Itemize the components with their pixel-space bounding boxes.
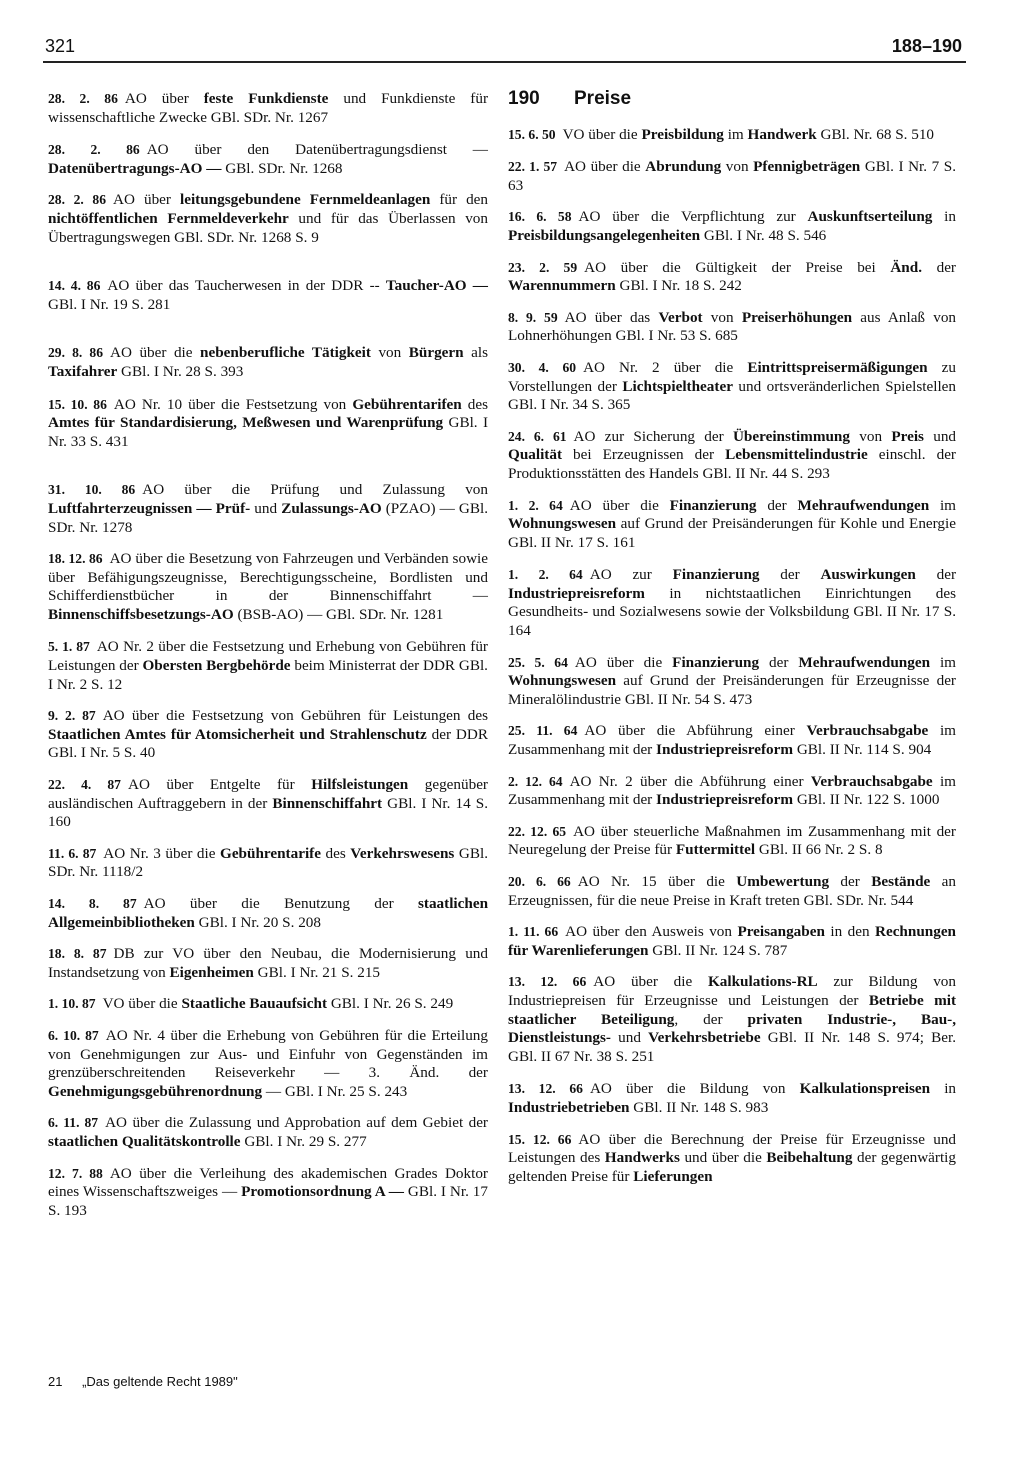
entry-keyword: Staatliche Bauaufsicht	[181, 995, 328, 1013]
entry-text: GBl. II 66 Nr. 2 S. 8	[755, 841, 883, 859]
entry-text: AO über die	[593, 973, 708, 991]
entry-keyword: Gebührentarife	[220, 844, 321, 862]
entry-keyword: Pfennigbeträgen	[753, 158, 861, 176]
entry-text: AO über die Berechnung der Preise für Erzeugnisse und Leistungen des	[508, 1130, 957, 1167]
entry-date: 31. 10. 86	[48, 482, 136, 498]
entry-date: 8. 9. 59	[508, 309, 558, 325]
entry-keyword: Hilfsleistungen	[311, 776, 409, 794]
entry-text: einschl. der Produktionsstätten des Handels GBl. II Nr. 44 S. 293	[508, 446, 956, 482]
entry-keyword: Kalkulationspreisen	[799, 1080, 931, 1098]
entry	[48, 895, 488, 932]
entry-keyword: Betriebe mit staatlicher Beteiligung	[508, 991, 957, 1028]
entry-text: und über die	[679, 1149, 767, 1167]
entry	[508, 654, 956, 710]
entry	[508, 428, 956, 484]
entry-date: 22. 1. 57	[508, 159, 558, 175]
entry-date: 5. 1. 87	[48, 639, 90, 655]
header-rule	[43, 61, 966, 63]
entry-date: 1. 2. 64	[508, 497, 563, 513]
entry-keyword: Obersten Bergbehörde	[142, 657, 291, 675]
entry-text: und für das Überlassen von Übertragungswegen GBl. SDr. Nr. 1268 S. 9	[48, 209, 488, 246]
entry-date: 11. 6. 87	[48, 845, 97, 861]
entry-date: 6. 11. 87	[48, 1115, 99, 1131]
entry	[508, 158, 956, 195]
entry-keyword: Staatlichen Amtes für Atomsicherheit und Strahlenschutz	[48, 725, 427, 743]
entry-keyword: Lichtspieltheater	[622, 377, 733, 395]
entry-text: in nichtstaatlichen Einrichtungen des Gesundheits- und Sozialwesens sowie der Volksbildung GBl. II Nr. 17 S. 164	[508, 584, 956, 640]
entry	[48, 638, 488, 694]
entry-text: GBl. I Nr. 48 S. 546	[700, 226, 827, 244]
entry-text: in den	[824, 923, 875, 941]
entry-keyword: Finanzierung	[672, 566, 760, 584]
entry-text: AO Nr. 2 über die Abführung einer	[569, 772, 811, 790]
entry-date: 29. 8. 86	[48, 345, 104, 361]
entry-text: der	[759, 653, 799, 671]
entry-text: VO über die	[102, 995, 182, 1013]
entry-date: 15. 6. 50	[508, 126, 556, 142]
entry-date: 20. 6. 66	[508, 874, 571, 889]
entry-text: GBl. I Nr. 33 S. 431	[48, 414, 489, 450]
entry-keyword: Verbrauchsabgabe	[810, 772, 933, 790]
entry-text: GBl. I Nr. 20 S. 208	[194, 913, 321, 931]
section-heading	[508, 90, 956, 109]
entry-keyword: Binnenschiffahrt	[272, 794, 383, 812]
entry-keyword: Rechnungen für Warenlieferungen	[508, 923, 957, 959]
entry-date: 28. 2. 86	[48, 91, 118, 106]
entry-date: 13. 12. 66	[508, 1081, 583, 1097]
entry-text: AO Nr. 2 über die	[583, 358, 748, 376]
entry-text: als	[463, 344, 488, 362]
entry-text: und	[923, 427, 957, 445]
entry-text: GBl. II Nr. 148 S. 983	[629, 1098, 769, 1116]
entry-date: 12. 7. 88	[48, 1165, 103, 1181]
entry-text: AO Nr. 15 über die	[577, 873, 737, 890]
entry-keyword: Preiserhöhungen	[741, 308, 853, 326]
entry-date: 16. 6. 58	[508, 209, 572, 225]
entry-text: (BSB-AO) — GBl. SDr. Nr. 1281	[233, 605, 444, 623]
entry-text: zur Bildung von Industriepreisen für Erzeugnisse und Leistungen der	[508, 973, 956, 1009]
entry-date: 2. 12. 64	[508, 773, 563, 789]
entry-date: 1. 2. 64	[508, 567, 583, 583]
entry-date: 23. 2. 59	[508, 259, 578, 275]
entry-keyword: Umbewertung	[736, 873, 830, 890]
entry	[48, 191, 488, 247]
entry-text: GBl. I Nr. 21 S. 215	[253, 963, 381, 981]
entry-text: AO Nr. 4 über die Erhebung von Gebühren für die Erteilung von Genehmigungen zur Aus- und Einfuhr von Gegenständen im grenzüberschreitenden Reiseverkehr — 3. Änd. der	[48, 1026, 488, 1082]
entry-date: 14. 8. 87	[48, 896, 137, 911]
entry-keyword: Beibehaltung	[766, 1149, 853, 1167]
entry-text: AO über die	[564, 158, 646, 176]
entry-text: AO über die Prüfung und Zulassung von	[142, 481, 488, 499]
section-number: 190	[508, 88, 540, 109]
entry-keyword: Gebührentarifen	[352, 395, 462, 413]
entry	[508, 566, 956, 640]
entry-keyword: Industriepreisreform	[508, 584, 645, 602]
entry-text: und	[610, 1029, 649, 1047]
entry-text: GBl. I Nr. 26 S. 249	[327, 995, 454, 1013]
entry-text: AO Nr. 10 über die Festsetzung von	[113, 395, 353, 413]
entry	[48, 776, 488, 832]
entry-keyword: Lieferungen	[633, 1167, 713, 1185]
entry-keyword: Verkehrswesens	[350, 844, 455, 862]
entry-text: in	[932, 208, 956, 226]
entry-date: 14. 4. 86	[48, 278, 101, 294]
entry-keyword: Finanzierung	[672, 653, 760, 671]
entry-keyword: Übereinstimmung	[732, 427, 850, 445]
entry-text: AO über die Bildung von	[589, 1080, 800, 1098]
entry-text: AO über	[113, 191, 180, 209]
entry	[48, 550, 488, 624]
entry-text: im Zusammenhang mit der	[508, 722, 956, 759]
entry-text: (PZAO) — GBl. SDr. Nr. 1278	[48, 499, 488, 536]
entry-keyword: Finanzierung	[669, 496, 757, 514]
entry	[508, 773, 956, 810]
page-footer	[48, 1374, 238, 1389]
entry-keyword: staatlichen Allgemeinbibliotheken	[48, 895, 489, 931]
entry-text: GBl. I Nr. 7 S. 63	[508, 158, 957, 194]
entry	[508, 873, 956, 910]
entry-text: AO über das Taucherwesen in der DDR --	[107, 277, 386, 295]
entry	[48, 1027, 488, 1101]
footer-title: „Das geltende Recht 1989"	[82, 1374, 238, 1389]
entry	[48, 845, 488, 882]
entry-text: AO über	[124, 90, 204, 107]
entry	[48, 707, 488, 763]
entry-keyword: Handwerks	[604, 1149, 680, 1167]
entry-text: GBl. I Nr. 28 S. 393	[117, 362, 244, 380]
entry-keyword: Promotionsordnung A —	[241, 1183, 404, 1201]
entry-keyword: Binnenschiffsbesetzungs-AO	[48, 605, 234, 623]
entry-text: auf Grund der Preisänderungen für Erzeugnisse der Mineralölindustrie GBl. II Nr. 54 S. 473	[508, 672, 956, 708]
entry-text: GBl. SDr. Nr. 1118/2	[48, 844, 488, 881]
entry	[508, 722, 956, 759]
entry-date: 24. 6. 61	[508, 428, 567, 444]
entry-date: 28. 2. 86	[48, 192, 107, 208]
entry-text: im	[929, 496, 956, 514]
entry-text: AO über den Datenübertragungsdienst —	[146, 141, 488, 159]
entry-keyword: Änd.	[890, 258, 923, 276]
page-header	[0, 0, 1024, 64]
entry-text: GBl. II Nr. 122 S. 1000	[793, 791, 940, 809]
entry-keyword: Industriepreisreform	[656, 791, 794, 809]
entry-date: 18. 12. 86	[48, 551, 103, 567]
entry-text: der	[759, 566, 821, 584]
entry-text: GBl. SDr. Nr. 1268	[221, 159, 343, 177]
entry-text: zu Vorstellungen der	[508, 358, 956, 395]
entry-text: und	[250, 499, 282, 517]
entry-text: GBl. II Nr. 124 S. 787	[648, 941, 788, 959]
entry	[508, 259, 956, 296]
entry-keyword: Wohnungswesen	[508, 515, 617, 533]
entry-text: AO zur Sicherung der	[573, 427, 733, 445]
entry-text: bei Erzeugnissen der	[562, 446, 726, 464]
entry	[508, 359, 956, 415]
entry-keyword: Auskunftserteilung	[807, 208, 933, 226]
entry-text: im Zusammenhang mit der	[508, 772, 956, 809]
entry-keyword: staatlichen Qualitätskontrolle	[48, 1132, 241, 1150]
entry	[508, 208, 956, 245]
entry-text: AO zur	[589, 566, 673, 584]
entry-text: der DDR GBl. I Nr. 5 S. 40	[48, 725, 488, 762]
entry-date: 22. 4. 87	[48, 777, 121, 793]
entry	[48, 995, 488, 1014]
entry-text: der	[922, 258, 956, 276]
entry-keyword: Taxifahrer	[48, 362, 118, 380]
entry	[508, 1131, 956, 1187]
entry-date: 25. 5. 64	[508, 654, 568, 670]
entry-text: aus Anlaß von Lohnerhöhungen GBl. I Nr. 53 S. 685	[508, 308, 957, 345]
entry-keyword: leitungsgebundene Fernmeldeanlagen	[180, 191, 431, 209]
entry-keyword: Bestände	[871, 873, 931, 890]
entry-text: AO über die Zulassung und Approbation auf dem Gebiet der	[105, 1114, 488, 1132]
entry-keyword: Handwerk	[747, 125, 817, 143]
entry-text: AO über die Verleihung des akademischen Grades Doktor eines Wissenschaftszweiges —	[48, 1164, 488, 1201]
entry	[508, 309, 956, 346]
entry-keyword: Preis	[891, 427, 924, 445]
entry-text: , der	[674, 1010, 748, 1028]
entry-keyword: Preisbildung	[641, 125, 724, 143]
entry-text: AO Nr. 3 über die	[103, 844, 220, 862]
entry-text: auf Grund der Preisänderungen für Kohle und Energie GBl. II Nr. 17 S. 161	[508, 515, 956, 551]
entry-date: 22. 12. 65	[508, 823, 567, 839]
entry-keyword: Mehraufwendungen	[797, 496, 930, 514]
entry-date: 13. 12. 66	[508, 974, 587, 990]
entry-keyword: Lebensmittelindustrie	[725, 446, 868, 464]
entry-text: im	[723, 125, 748, 143]
left-column	[48, 90, 488, 1220]
entry	[48, 90, 488, 127]
entry-keyword: Qualität	[508, 446, 563, 464]
entry-keyword: Eigenheimen	[169, 963, 254, 981]
entry-date: 15. 12. 66	[508, 1131, 572, 1147]
entry	[508, 126, 956, 145]
entry-text: der	[915, 566, 957, 584]
entry-text: AO über die Festsetzung von Gebühren für Leistungen des	[102, 707, 489, 725]
entry-keyword: Futtermittel	[675, 841, 756, 859]
entry	[508, 1080, 956, 1117]
page-number: 321	[45, 36, 76, 56]
entry-keyword: Wohnungswesen	[508, 672, 617, 690]
entry-text: des	[320, 844, 351, 862]
entry-keyword: Warennummern	[508, 277, 616, 295]
entry-text: DB zur VO über den Neubau, die Modernisierung und Instandsetzung von	[48, 945, 488, 981]
entry-text: und Funkdienste für wissenschaftliche Zwecke GBl. SDr. Nr. 1267	[48, 90, 489, 126]
entry-text: von	[849, 427, 892, 445]
entry-date: 1. 10. 87	[48, 996, 96, 1012]
entry-keyword: Taucher-AO —	[385, 277, 488, 295]
entry-text: AO über die Besetzung von Fahrzeugen und Verbänden sowie über Befähigungszeugnisse, Berechtigungsscheine, Bordlisten und Schifferdienstbücher in der Binnenschiffahrt —	[48, 550, 488, 605]
entry	[508, 823, 956, 860]
entry-text: des	[461, 395, 489, 413]
entry	[48, 141, 488, 178]
entry	[48, 945, 488, 982]
entry	[508, 973, 956, 1066]
right-column	[508, 90, 956, 1186]
entry-text: AO über die Gültigkeit der Preise bei	[584, 258, 891, 276]
entry	[508, 497, 956, 553]
entry-keyword: Preisbildungsangelegenheiten	[508, 226, 701, 244]
entry-keyword: Auswirkungen	[820, 566, 916, 584]
entry-keyword: Genehmigungsgebührenordnung	[48, 1082, 263, 1100]
entry-text: der gegenwärtig geltenden Preise für	[508, 1149, 956, 1185]
entry	[508, 923, 956, 960]
entry-keyword: Preisangaben	[737, 923, 825, 941]
entry-text: AO über die	[574, 653, 673, 671]
entry-text: und ortsveränderlichen Spielstellen GBl. I Nr. 34 S. 365	[508, 377, 956, 414]
entry-date: 1. 11. 66	[508, 924, 559, 940]
entry-date: 28. 2. 86	[48, 142, 140, 158]
entry-text: GBl. I Nr. 29 S. 277	[240, 1132, 367, 1150]
entry-keyword: Mehraufwendungen	[798, 653, 931, 671]
entry-keyword: Industriebetrieben	[508, 1098, 630, 1116]
entry-keyword: Kalkulations-RL	[707, 973, 818, 991]
entry-keyword: nebenberufliche Tätigkeit	[200, 344, 371, 362]
footer-number: 21	[48, 1374, 63, 1389]
entry-text: an Erzeugnissen, für die neue Preise in Kraft treten GBl. SDr. Nr. 544	[508, 873, 956, 909]
entry-keyword: Zulassungs-AO	[281, 499, 382, 517]
entry-text: GBl. II Nr. 114 S. 904	[793, 741, 932, 759]
entry-text: in	[930, 1080, 957, 1098]
entry-keyword: Industriepreisreform	[656, 741, 794, 759]
entry-text: GBl. Nr. 68 S. 510	[816, 125, 935, 143]
entry-text: GBl. I Nr. 19 S. 281	[48, 295, 171, 313]
section-range: 188–190	[891, 36, 962, 56]
entry-keyword: privaten Industrie-, Bau-, Dienstleistungs-	[508, 1010, 956, 1047]
entry-text: GBl. II Nr. 148 S. 974; Ber. GBl. II 67 Nr. 38 S. 251	[508, 1029, 956, 1065]
entry-text: im	[930, 653, 956, 671]
entry-text: AO über steuerliche Maßnahmen im Zusammenhang mit der Neuregelung der Preise für	[508, 822, 956, 859]
entry-text: AO über die Benutzung der	[143, 895, 418, 912]
entry-text: AO Nr. 2 über die Festsetzung und Erhebung von Gebühren für Leistungen der	[48, 638, 488, 675]
entry-text: GBl. I Nr. 17 S. 193	[48, 1183, 488, 1219]
entry-text: GBl. I Nr. 14 S. 160	[48, 794, 488, 831]
entry-text: VO über die	[562, 125, 642, 143]
entry-keyword: Datenübertragungs-AO —	[48, 159, 222, 177]
entry-text: AO über die Abführung einer	[584, 722, 807, 740]
entry-date: 25. 11. 64	[508, 723, 578, 739]
entry	[48, 1165, 488, 1221]
entry-keyword: feste Funkdienste	[203, 90, 329, 107]
entry-text: GBl. I Nr. 18 S. 242	[615, 277, 742, 295]
entry-text: der	[829, 873, 872, 890]
entry-keyword: Verbrauchsabgabe	[806, 722, 929, 740]
entry-date: 6. 10. 87	[48, 1027, 99, 1043]
entry	[48, 277, 488, 314]
entry-text: gegenüber ausländischen Auftraggebern in der	[48, 776, 488, 812]
entry	[48, 396, 488, 452]
entry-text: beim Ministerrat der DDR GBl. I Nr. 2 S. 12	[48, 657, 488, 693]
entry-keyword: Eintrittspreisermäßigungen	[747, 358, 928, 376]
entry-keyword: Verkehrsbetriebe	[648, 1029, 761, 1047]
entry-keyword: Bürgern	[408, 344, 464, 362]
entry	[48, 344, 488, 381]
entry-date: 9. 2. 87	[48, 708, 96, 724]
entry-date: 18. 8. 87	[48, 946, 107, 962]
entry-keyword: Luftfahrterzeugnissen — Prüf-	[48, 499, 251, 517]
entry	[48, 481, 488, 537]
entry-date: 30. 4. 60	[508, 359, 577, 375]
entry-text: von	[370, 344, 409, 362]
entry-text: AO über die	[569, 496, 670, 514]
entry-date: 15. 10. 86	[48, 396, 107, 412]
entry-text: AO über die Verpflichtung zur	[578, 208, 808, 226]
entry-text: AO über das	[564, 308, 659, 326]
entry-keyword: Abrundung	[645, 158, 722, 176]
entry-text: AO über den Ausweis von	[565, 923, 738, 941]
entry-text: von	[721, 158, 754, 176]
section-title: Preise	[574, 88, 632, 109]
entry-text: von	[702, 308, 742, 326]
entry-text: AO über Entgelte für	[127, 776, 312, 794]
entry-text: AO über die	[110, 344, 201, 362]
entry	[48, 1114, 488, 1151]
entry-text: der	[756, 496, 798, 514]
entry-text: für den	[430, 191, 489, 209]
entry-keyword: Amtes für Standardisierung, Meßwesen und Warenprüfung	[48, 414, 444, 432]
entry-text: — GBl. I Nr. 25 S. 243	[262, 1082, 408, 1100]
entry-keyword: nichtöffentlichen Fernmeldeverkehr	[48, 209, 289, 227]
entry-keyword: Verbot	[658, 308, 703, 326]
